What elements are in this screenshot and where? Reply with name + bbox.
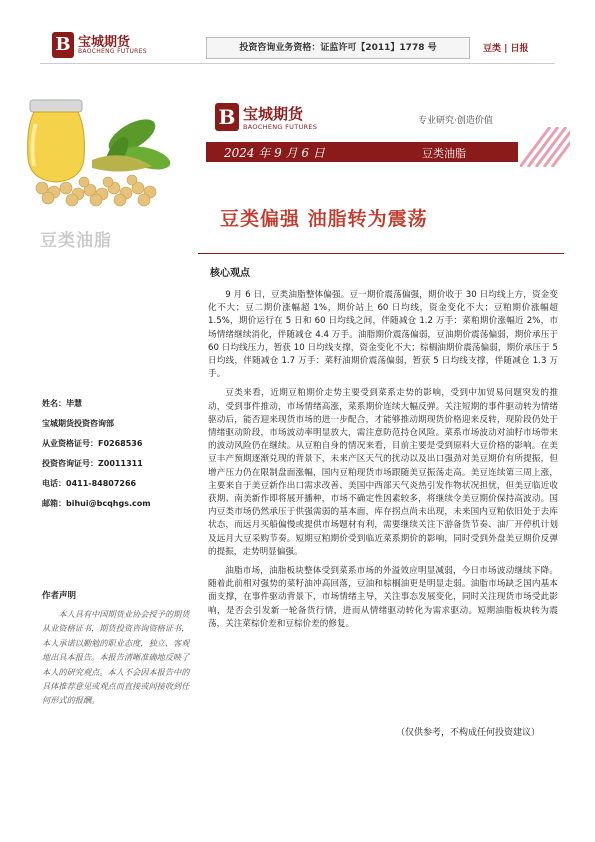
soybean-oil-image — [22, 88, 172, 208]
statement-title: 作者声明 — [42, 591, 77, 601]
title-divider — [198, 253, 564, 254]
report-body — [208, 289, 558, 637]
disclaimer: （仅供参考，不构成任何投资建议） — [396, 728, 541, 738]
statement-text: 本人具有中国期货业协会授予的期货从业资格证书，期货投资咨询资格证书，本人承诺以勤勉的职业态度，独立、客观地出具本报告。本报告清晰准确地反映了本人的研究观点。本人不会因本报告中的具体推荐意见或观点而直接或间接收到任何形式的报酬。 — [42, 609, 190, 706]
banner-brand-mark-icon: B — [215, 103, 239, 131]
brand-name-cn: 宝城期货 — [78, 35, 131, 50]
report-title: 豆类偏强 油脂转为震荡 — [220, 208, 428, 230]
report-category: 豆类油脂 — [422, 147, 466, 160]
cover-title: 豆类油脂 — [40, 231, 112, 251]
date-bar — [206, 142, 518, 162]
paragraph-1: 9 月 6 日，豆类油脂整体偏强。豆一期价震荡偏强，期价收于 30 日均线上方，资金变化不大；豆二期价涨幅超 1%，期价站上 60 日均线，资金变化不大；豆粕期价涨幅超 1.5%，期价运行在 5 日和 60 日均线之间，伴随减仓 1.2 万手：菜粕期价涨幅近 2%，市场情绪继续消化，伴随减仓 4.4 万手。油脂期价震荡偏弱，豆油期价震荡偏弱，期价承压于 60 日均线压力，暂获 10 日均线支撑，资金变化不大；棕榈油期价震荡偏弱，期价承压于 5 日均线，伴随减仓 1.7 万手：菜籽油期价震荡偏弱，暂获 5 日均线支撑，伴随减仓 1.3 万手。 — [208, 290, 558, 380]
author-email[interactable]: 邮箱：bihui@bcqhgs.com — [42, 499, 151, 508]
paragraph-2: 豆类来看，近期豆粕期价走势主要受到菜系走势的影响，受到中加贸易问题突发的推动，受到事件推动，市场情绪高涨，菜系期价连续大幅反弹。关注短期的事件驱动转为情绪驱动后，能否迎来现货市场的进一步配合，才能够推动期现货价格迎来反转，现阶段仍处于情绪驱动阶段，市场波动率明显放大，需注意防范持仓风险。菜系市场波动对油籽市场带来的波动风险仍在继续。从豆粕自身的情况来看，目前主要是受到原料大豆价格的影响。在美豆丰产预期逐渐兑现的背景下，未来产区天气的扰动以及出口强劲对美豆期价有所提振，但增产压力仍在限制盘面涨幅，国内豆粕现货市场跟随美豆振荡走高。美豆连续第三周上涨，主要来自于美豆新作出口需求改善、美国中西部天气炎热引发作物状况担忧，但美豆临近收获期、南美新作即将展开播种，市场不确定性因素较多，将继续令美豆期价保持高波动。国内豆类市场仍然承压于供强需弱的基本面，库存拐点尚未出现，未来国内豆粕依旧处于去库状态，而远月买船偏慢或提供市场题材有利，需要继续关注下游备货节奏、油厂开停机计划及远月大豆采购节奏。短期豆粕期价受到临近菜系期价的影响，同时受到外盘美豆期价反弹的提振，走势明显偏强。 — [208, 388, 558, 557]
banner-brand-name-cn: 宝城期货 — [243, 105, 304, 123]
header-category: 豆类 | 日报 — [483, 44, 529, 54]
brand-mark-icon: B — [52, 32, 74, 58]
banner-brand-name-en: BAOCHENG FUTURES — [243, 123, 318, 131]
header-divider — [40, 63, 555, 64]
core-view-heading: 核心观点 — [210, 268, 250, 279]
slogan: 专业研究·创造价值 — [418, 116, 493, 126]
report-date: 2024 年 9 月 6 日 — [224, 146, 325, 160]
banner-logo — [215, 103, 335, 135]
author-cert: 从业资格证号：F0268536 — [42, 439, 143, 448]
license-box: 投资咨询业务资格：证监许可【2011】1778 号 — [206, 37, 470, 59]
brand-name-en: BAOCHENG FUTURES — [78, 48, 147, 55]
author-phone: 电话：0411-84807266 — [42, 479, 137, 488]
author-advisor-cert: 投资咨询证号：Z0011311 — [42, 459, 143, 468]
author-name: 姓名：毕慧 — [42, 399, 82, 408]
author-company: 宝城期货投资咨询部 — [42, 419, 114, 428]
decorative-stripes — [520, 127, 570, 167]
author-info — [42, 398, 192, 518]
brand-logo — [52, 30, 152, 62]
paragraph-3: 油脂市场，油脂板块整体受到菜系市场的外溢效应明显减弱，今日市场波动继续下降。随着此前相对强势的菜籽油冲高回落，豆油和棕榈油更是明显走弱。油脂市场缺乏国内基本面支撑，在事件驱动背景下，市场情绪主导，关注事态发展变化，同时关注现货市场受此影响，是否会引发新一轮备货行情，进而从情绪驱动转化为需求驱动。短期油脂板块转为震荡，关注菜棕价差和豆棕价差的修复。 — [208, 566, 558, 629]
